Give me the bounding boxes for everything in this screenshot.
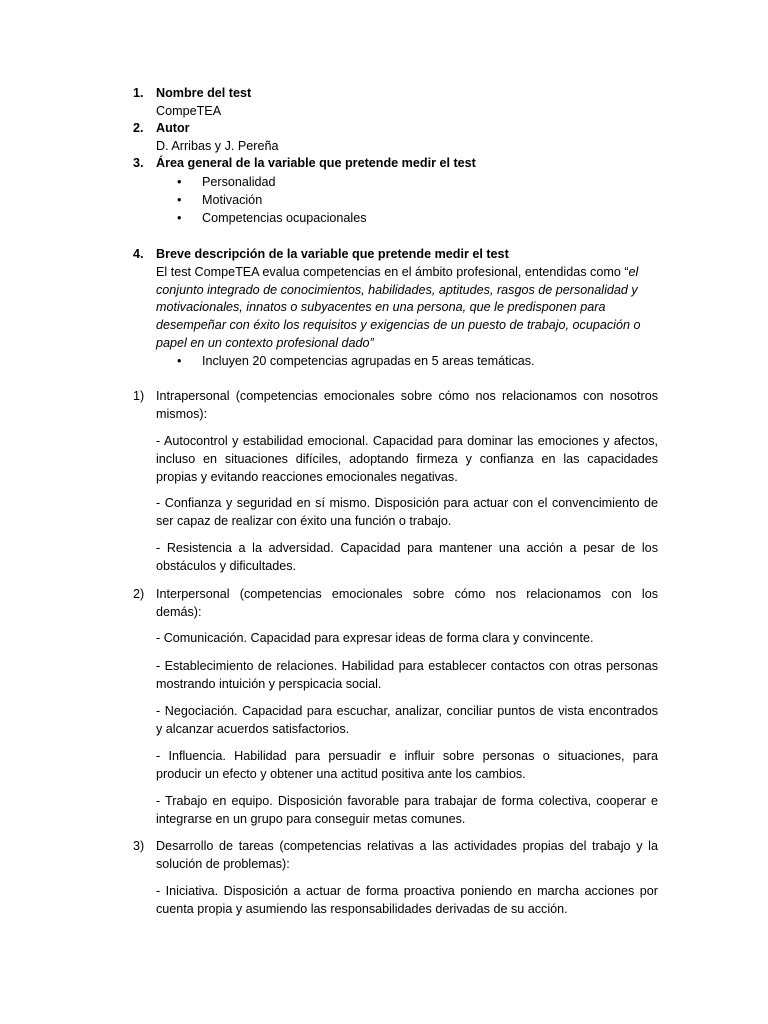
area-2-number: 2) <box>133 587 145 601</box>
area-3-heading <box>156 838 658 874</box>
area-2-item-2 <box>156 658 658 694</box>
heading-line: Intrapersonal (competencias emocionales sobre cómo nos relacionamos con nosotros <box>156 389 658 403</box>
area-1-number: 1) <box>133 389 145 403</box>
area-2-item-3 <box>156 703 658 739</box>
section-4-intro: El test CompeTEA evalua competencias en el ámbito profesional, entendidas como “ <box>156 265 629 279</box>
section-3-bullet-2: Motivación <box>202 193 263 207</box>
item-line: cuenta propia y asumiendo las responsabilidades derivadas de su acción. <box>156 901 568 916</box>
area-2-item-1 <box>156 630 658 648</box>
section-1-title: Nombre del test <box>156 86 252 100</box>
section-4-quote-start: el <box>628 265 639 279</box>
bullet-icon: • <box>177 354 182 368</box>
item-line: incluso en situaciones difíciles, adoptando firmeza y confianza en las capacidades <box>156 451 658 466</box>
item-line: - Negociación. Capacidad para escuchar, analizar, conciliar puntos de vista encontrados <box>156 704 658 718</box>
item-line: - Establecimiento de relaciones. Habilidad para establecer contactos con otras personas <box>156 659 658 673</box>
heading-line: demás): <box>156 604 202 619</box>
section-1-number: 1. <box>133 86 144 100</box>
heading-line: Desarrollo de tareas (competencias relativas a las actividades propias del trabajo y la <box>156 839 658 853</box>
section-4-intro-line <box>156 264 658 282</box>
section-3-number: 3. <box>133 156 144 170</box>
item-line: - Resistencia a la adversidad. Capacidad para mantener una acción a pesar de los <box>156 541 658 555</box>
item-line: - Trabajo en equipo. Disposición favorable para trabajar de forma colectiva, cooperar e <box>156 794 658 808</box>
item-line: - Influencia. Habilidad para persuadir e influir sobre personas o situaciones, para <box>156 749 658 763</box>
section-4-quote-line-3 <box>156 299 658 317</box>
heading-line: solución de problemas): <box>156 856 290 871</box>
section-2-value: D. Arribas y J. Pereña <box>156 139 279 153</box>
item-line: producir un efecto y obtener una actitud positiva ante los cambios. <box>156 766 526 781</box>
quote-text: motivacionales, innatos o subyacentes en una persona, que le predisponen para <box>156 300 606 314</box>
area-2-item-4 <box>156 748 658 784</box>
section-4-quote-line-5 <box>156 335 658 353</box>
section-4-number: 4. <box>133 247 144 261</box>
item-line: - Confianza y seguridad en sí mismo. Disposición para actuar con el convencimiento de <box>156 496 658 510</box>
section-1-value: CompeTEA <box>156 104 222 118</box>
item-line: mostrando intuición y perspicacia social. <box>156 676 382 691</box>
bullet-icon: • <box>177 193 182 207</box>
item-line: - Autocontrol y estabilidad emocional. Capacidad para dominar las emociones y afectos, <box>156 434 658 448</box>
section-4-quote-line-2 <box>156 282 658 300</box>
area-1-item-2 <box>156 495 658 531</box>
item-line: ser capaz de realizar con éxito una función o trabajo. <box>156 513 452 528</box>
section-4-title: Breve descripción de la variable que pretende medir el test <box>156 247 509 261</box>
section-4-bullet: Incluyen 20 competencias agrupadas en 5 areas temáticas. <box>202 354 535 368</box>
area-1-heading <box>156 388 658 424</box>
bullet-icon: • <box>177 211 182 225</box>
item-line: obstáculos y dificultades. <box>156 558 297 573</box>
section-2-title: Autor <box>156 121 190 135</box>
section-2-number: 2. <box>133 121 144 135</box>
area-2-heading <box>156 586 658 622</box>
item-line: - Comunicación. Capacidad para expresar ideas de forma clara y convincente. <box>156 631 594 645</box>
area-1-item-1 <box>156 433 658 486</box>
area-2-item-5 <box>156 793 658 829</box>
item-line: - Iniciativa. Disposición a actuar de forma proactiva poniendo en marcha acciones por <box>156 884 658 898</box>
section-3-title: Área general de la variable que pretende medir el test <box>156 156 476 170</box>
item-line: y alcanzar acuerdos satisfactorios. <box>156 721 350 736</box>
heading-line: Interpersonal (competencias emocionales sobre cómo nos relacionamos con los <box>156 587 658 601</box>
quote-text: papel en un contexto profesional dado” <box>156 336 374 350</box>
item-line: integrarse en un grupo para conseguir metas comunes. <box>156 811 466 826</box>
section-3-bullet-1: Personalidad <box>202 175 276 189</box>
area-1-item-3 <box>156 540 658 576</box>
area-3-number: 3) <box>133 839 145 853</box>
bullet-icon: • <box>177 175 182 189</box>
section-4-quote-line-4 <box>156 317 658 335</box>
section-3-bullet-3: Competencias ocupacionales <box>202 211 367 225</box>
area-3-item-1 <box>156 883 658 919</box>
item-line: propias y evitando reacciones emocionales negativas. <box>156 469 458 484</box>
quote-text: conjunto integrado de conocimientos, habilidades, aptitudes, rasgos de personalidad y <box>156 283 638 297</box>
heading-line: mismos): <box>156 406 208 421</box>
quote-text: desempeñar con éxito los requisitos y exigencias de un puesto de trabajo, ocupación o <box>156 318 641 332</box>
